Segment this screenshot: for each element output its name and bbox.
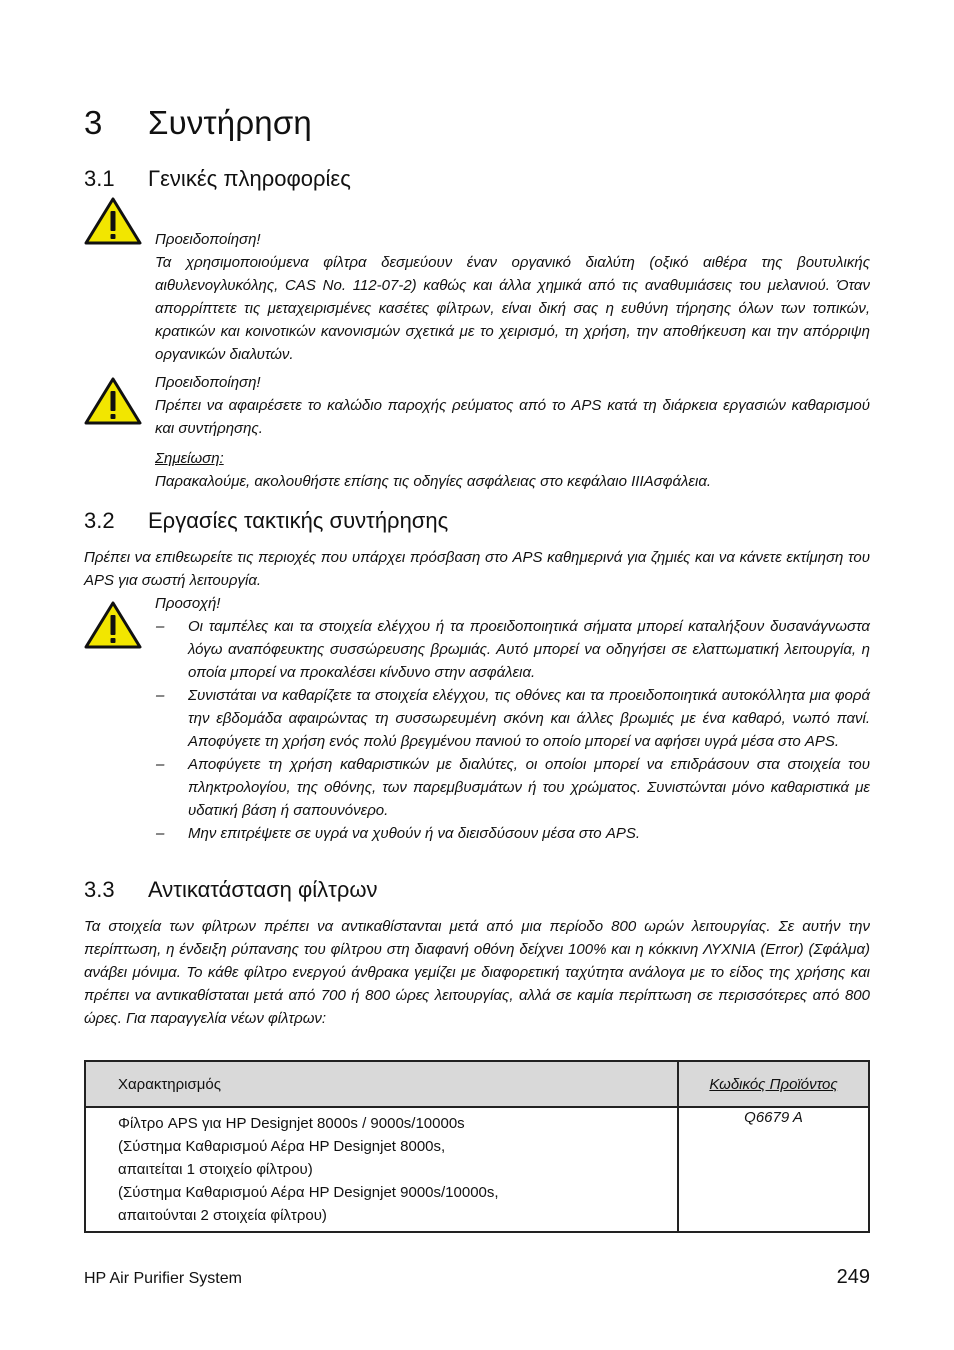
section-heading-3-2 bbox=[84, 508, 448, 534]
list-item bbox=[84, 753, 870, 822]
chapter-number: 3 bbox=[84, 104, 103, 141]
section-heading-3-3 bbox=[84, 877, 378, 903]
caution-label: Προσοχή! bbox=[155, 595, 221, 612]
footer-product-name: HP Air Purifier System bbox=[84, 1270, 242, 1287]
list-item-text: Μην επιτρέψετε σε υγρά να χυθούν ή να διεισδύσουν μέσα στο APS. bbox=[188, 825, 640, 842]
chapter-title: Συντήρηση bbox=[148, 104, 312, 141]
cell-line: (Σύστημα Καθαρισμού Αέρα HP Designjet 8000s, bbox=[118, 1138, 446, 1155]
list-item bbox=[84, 822, 870, 845]
section-heading-3-1 bbox=[84, 166, 351, 192]
section-intro: Πρέπει να επιθεωρείτε τις περιοχές που υπάρχει πρόσβαση στο APS καθημερινά για ζημιές και να κάνετε εκτίμηση του APS για σωστή λειτουργία. bbox=[84, 549, 870, 589]
section-title: Αντικατάσταση φίλτρων bbox=[148, 877, 378, 902]
warning-label: Προειδοποίηση! bbox=[155, 374, 261, 391]
filter-product-table bbox=[84, 1060, 870, 1233]
list-item-text: Συνιστάται να καθαρίζετε τα στοιχεία ελέγχου, τις οθόνες και τα προειδοποιητικά αυτοκόλλητα μια φορά την εβδομάδα αφαιρώντας τη συσσωρευμένη σκόνη και άλλες βρωμιές με ένα καθαρό, νωπό πανί. Αποφύγετε τη χρήση ενός πολύ βρεγμένου πανιού το οποίο μπορεί να αφήσει υγρά μέσα στο APS. bbox=[188, 687, 870, 750]
section-number: 3.1 bbox=[84, 166, 115, 191]
designation-cell bbox=[85, 1107, 678, 1232]
note-block bbox=[155, 447, 870, 493]
table-header-row bbox=[85, 1061, 869, 1107]
dash-bullet: – bbox=[156, 825, 165, 842]
note-text: Παρακαλούμε, ακολουθήστε επίσης τις οδηγίες ασφάλειας στο κεφάλαιο IIIΑσφάλεια. bbox=[155, 473, 712, 490]
cell-line: Φίλτρο APS για HP Designjet 8000s / 9000s/10000s bbox=[118, 1115, 465, 1132]
chapter-heading bbox=[84, 104, 312, 142]
dash-bullet: – bbox=[156, 687, 165, 704]
table-row bbox=[85, 1107, 869, 1232]
dash-bullet: – bbox=[156, 618, 165, 635]
product-code-cell: Q6679 A bbox=[678, 1107, 869, 1232]
warning-triangle-icon bbox=[84, 196, 142, 246]
cell-line: απαιτείται 1 στοιχείο φίλτρου) bbox=[118, 1161, 313, 1178]
cell-line: απαιτούνται 2 στοιχεία φίλτρου) bbox=[118, 1207, 327, 1224]
list-item bbox=[84, 615, 870, 684]
section-number: 3.2 bbox=[84, 508, 115, 533]
section-intro: Τα στοιχεία των φίλτρων πρέπει να αντικαθίστανται μετά από μια περίοδο 800 ωρών λειτουργίας. Σε αυτήν την περίπτωση, η ένδειξη ρύπανσης του φίλτρου στη διαφανή οθόνη δείχνει 100% και η κόκκινη ΛΥΧΝΙΑ (Error) (Σφάλμα) ανάβει μόνιμα. Το κάθε φίλτρο ενεργού άνθρακα γεμίζει με διαφορετική ταχύτητα ανάλογα με το είδος της χρήσης και πρέπει να αντικαθίσταται μετά από 700 ή 800 ώρες λειτουργίας, αλλά σε καμία περίπτωση σε περισσότερες από 800 ώρες. Για παραγγελία νέων φίλτρων: bbox=[84, 918, 870, 1027]
warning-text: Πρέπει να αφαιρέσετε το καλώδιο παροχής ρεύματος από το APS κατά τη διάρκεια εργασιών καθαρισμού και συντήρησης. bbox=[155, 397, 870, 437]
section-title: Εργασίες τακτικής συντήρησης bbox=[148, 508, 449, 533]
section-title: Γενικές πληροφορίες bbox=[148, 166, 351, 191]
warning-block-1 bbox=[155, 228, 870, 366]
cell-line: (Σύστημα Καθαρισμού Αέρα HP Designjet 9000s/10000s, bbox=[118, 1184, 499, 1201]
warning-label: Προειδοποίηση! bbox=[155, 231, 261, 248]
list-item-text: Αποφύγετε τη χρήση καθαριστικών με διαλύτες, οι οποίοι μπορεί να επιδράσουν στα στοιχεία του πληκτρολογίου, της οθόνης, των παρεμβυσμάτων ή του χρώματος. Συνιστώνται μόνο καθαριστικά με υδατική βάση ή σαπουνόνερο. bbox=[188, 756, 870, 819]
list-item-text: Οι ταμπέλες και τα στοιχεία ελέγχου ή τα προειδοποιητικά σήματα μπορεί καταλήξουν δυσανάγνωστα λόγω αναπόφευκτης συσσώρευσης βρωμιάς. Αυτό μπορεί να οδηγήσει σε ελαττωματική λειτουργία, η οποία μπορεί να προκαλέσει κίνδυνο στην ασφάλεια. bbox=[188, 618, 870, 681]
page-number: 249 bbox=[836, 1266, 870, 1288]
column-header-product-code: Κωδικός Προϊόντος bbox=[678, 1061, 869, 1107]
warning-block-2 bbox=[155, 371, 870, 440]
caution-list bbox=[84, 615, 870, 845]
warning-triangle-icon bbox=[84, 376, 142, 426]
note-label: Σημείωση: bbox=[155, 450, 224, 467]
section-number: 3.3 bbox=[84, 877, 115, 902]
warning-text: Τα χρησιμοποιούμενα φίλτρα δεσμεύουν έναν οργανικό διαλύτη (οξικό αιθέρα της βουτυλικής αιθυλενογλυκόλης, CAS No. 112-07-2) καθώς και άλλα χημικά από τις αναθυμιάσεις του μελανιού. Όταν απορρίπτετε τις μεταχειρισμένες κασέτες φίλτρων, είναι δική σας η ευθύνη τήρησης όλων των τοπικών, κρατικών και κοινοτικών κανονισμών σχετικά με το χειρισμό, τη χρήση, την αποθήκευση και την απόρριψη οργανικών διαλυτών. bbox=[155, 254, 870, 363]
dash-bullet: – bbox=[156, 756, 165, 773]
list-item bbox=[84, 684, 870, 753]
column-header-designation: Χαρακτηρισμός bbox=[85, 1061, 678, 1107]
